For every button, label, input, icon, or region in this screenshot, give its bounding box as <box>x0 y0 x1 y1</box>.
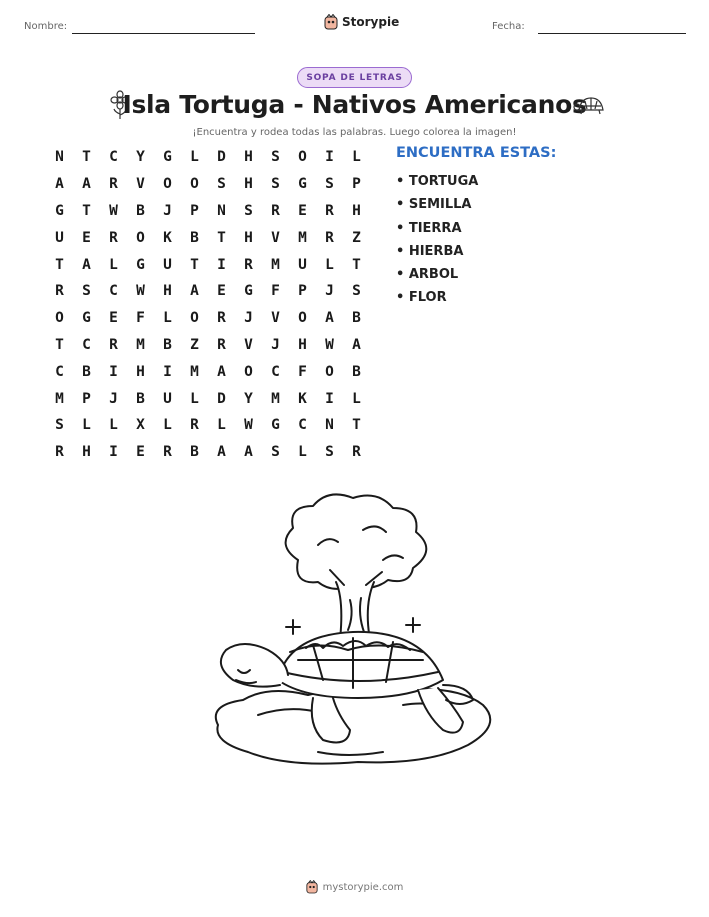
grid-letter[interactable]: E <box>109 310 118 327</box>
grid-letter[interactable]: M <box>136 336 145 353</box>
grid-letter[interactable]: S <box>271 444 280 461</box>
grid-letter[interactable]: Y <box>136 149 145 166</box>
grid-letter[interactable]: O <box>298 310 307 327</box>
grid-letter[interactable]: S <box>271 149 280 166</box>
grid-letter[interactable]: A <box>82 256 91 273</box>
grid-letter[interactable]: N <box>217 202 226 219</box>
grid-letter[interactable]: T <box>82 149 91 166</box>
grid-letter[interactable]: J <box>271 336 280 353</box>
grid-letter[interactable]: O <box>163 176 172 193</box>
grid-letter[interactable]: G <box>244 283 253 300</box>
grid-letter[interactable]: U <box>55 229 64 246</box>
grid-letter[interactable]: R <box>55 444 64 461</box>
grid-letter[interactable]: A <box>217 444 226 461</box>
grid-letter[interactable]: H <box>244 176 253 193</box>
word-list <box>396 170 478 310</box>
grid-letter[interactable]: J <box>244 310 253 327</box>
grid-letter[interactable]: B <box>352 310 361 327</box>
grid-letter[interactable]: R <box>109 176 118 193</box>
turtle-tree-illustration <box>198 490 508 790</box>
grid-letter[interactable]: V <box>244 336 253 353</box>
grid-letter[interactable]: L <box>217 417 226 434</box>
grid-letter[interactable]: G <box>55 202 64 219</box>
word-list-item: • TORTUGA <box>396 174 479 189</box>
grid-letter[interactable]: R <box>109 336 118 353</box>
grid-letter[interactable]: G <box>136 256 145 273</box>
grid-row <box>46 332 370 359</box>
grid-letter[interactable]: O <box>298 149 307 166</box>
grid-letter[interactable]: M <box>55 390 64 407</box>
grid-letter[interactable]: R <box>352 444 361 461</box>
grid-letter[interactable]: B <box>136 390 145 407</box>
grid-letter[interactable]: W <box>244 417 253 434</box>
grid-letter[interactable]: U <box>163 390 172 407</box>
grid-row <box>46 278 370 305</box>
grid-letter[interactable]: C <box>298 417 307 434</box>
grid-letter[interactable]: B <box>163 336 172 353</box>
grid-letter[interactable]: A <box>82 176 91 193</box>
grid-letter[interactable]: T <box>352 256 361 273</box>
grid-letter[interactable]: T <box>190 256 199 273</box>
grid-letter[interactable]: S <box>325 444 334 461</box>
storypie-footer-icon <box>306 880 318 894</box>
grid-letter[interactable]: D <box>217 149 226 166</box>
grid-letter[interactable]: M <box>271 390 280 407</box>
grid-letter[interactable]: P <box>298 283 307 300</box>
grid-letter[interactable]: A <box>325 310 334 327</box>
grid-letter[interactable]: J <box>325 283 334 300</box>
grid-letter[interactable]: O <box>190 176 199 193</box>
grid-letter[interactable]: S <box>217 176 226 193</box>
grid-letter[interactable]: I <box>217 256 226 273</box>
grid-letter[interactable]: J <box>109 390 118 407</box>
grid-letter[interactable]: R <box>325 202 334 219</box>
grid-letter[interactable]: B <box>190 229 199 246</box>
grid-letter[interactable]: U <box>163 256 172 273</box>
grid-letter[interactable]: R <box>55 283 64 300</box>
grid-letter[interactable]: C <box>271 363 280 380</box>
grid-letter[interactable]: K <box>163 229 172 246</box>
grid-row <box>46 144 370 171</box>
grid-letter[interactable]: W <box>136 283 145 300</box>
grid-row <box>46 305 370 332</box>
footer-url[interactable]: mystorypie.com <box>322 881 404 893</box>
grid-letter[interactable]: H <box>244 229 253 246</box>
grid-letter[interactable]: E <box>82 229 91 246</box>
grid-row <box>46 251 370 278</box>
grid-letter[interactable]: E <box>217 283 226 300</box>
name-field-line[interactable] <box>72 33 255 34</box>
grid-letter[interactable]: A <box>190 283 199 300</box>
date-field-line[interactable] <box>538 33 686 34</box>
grid-letter[interactable]: E <box>136 444 145 461</box>
grid-letter[interactable]: O <box>190 310 199 327</box>
grid-letter[interactable]: F <box>271 283 280 300</box>
grid-letter[interactable]: P <box>352 176 361 193</box>
date-label: Fecha: <box>492 21 525 32</box>
grid-letter[interactable]: B <box>190 444 199 461</box>
grid-row <box>46 224 370 251</box>
grid-letter[interactable]: M <box>298 229 307 246</box>
grid-letter[interactable]: R <box>217 310 226 327</box>
grid-letter[interactable]: L <box>325 256 334 273</box>
grid-letter[interactable]: M <box>271 256 280 273</box>
grid-letter[interactable]: A <box>244 444 253 461</box>
grid-letter[interactable]: S <box>82 283 91 300</box>
grid-letter[interactable]: C <box>109 149 118 166</box>
grid-letter[interactable]: R <box>217 336 226 353</box>
grid-letter[interactable]: R <box>163 444 172 461</box>
grid-letter[interactable]: W <box>325 336 334 353</box>
grid-letter[interactable]: T <box>217 229 226 246</box>
turtle-icon <box>573 95 607 117</box>
grid-letter[interactable]: H <box>136 363 145 380</box>
grid-letter[interactable]: H <box>163 283 172 300</box>
grid-letter[interactable]: G <box>163 149 172 166</box>
grid-letter[interactable]: G <box>82 310 91 327</box>
grid-letter[interactable]: L <box>82 417 91 434</box>
grid-letter[interactable]: C <box>82 336 91 353</box>
grid-letter[interactable]: R <box>271 202 280 219</box>
grid-letter[interactable]: B <box>136 202 145 219</box>
grid-letter[interactable]: V <box>271 229 280 246</box>
grid-row <box>46 171 370 198</box>
grid-letter[interactable]: H <box>82 444 91 461</box>
word-list-heading: ENCUENTRA ESTAS: <box>396 145 557 161</box>
grid-letter[interactable]: A <box>352 336 361 353</box>
grid-letter[interactable]: H <box>298 336 307 353</box>
grid-letter[interactable]: S <box>244 202 253 219</box>
name-label: Nombre: <box>24 21 68 32</box>
grid-letter[interactable]: C <box>109 283 118 300</box>
grid-letter[interactable]: L <box>163 417 172 434</box>
grid-letter[interactable]: P <box>82 390 91 407</box>
grid-letter[interactable]: T <box>55 256 64 273</box>
grid-letter[interactable]: T <box>55 336 64 353</box>
grid-letter[interactable]: F <box>136 310 145 327</box>
grid-letter[interactable]: I <box>109 444 118 461</box>
grid-letter[interactable]: I <box>325 390 334 407</box>
grid-letter[interactable]: R <box>244 256 253 273</box>
grid-letter[interactable]: U <box>298 256 307 273</box>
grid-letter[interactable]: O <box>244 363 253 380</box>
instructions: ¡Encuentra y rodea todas las palabras. Luego colorea la imagen! <box>192 127 517 138</box>
grid-letter[interactable]: D <box>217 390 226 407</box>
grid-letter[interactable]: Z <box>352 229 361 246</box>
word-list-item: • SEMILLA <box>396 197 472 213</box>
footer <box>0 880 709 894</box>
grid-letter[interactable]: T <box>352 417 361 434</box>
grid-letter[interactable]: L <box>109 256 118 273</box>
grid-letter[interactable]: F <box>298 363 307 380</box>
grid-letter[interactable]: G <box>298 176 307 193</box>
grid-letter[interactable]: S <box>352 283 361 300</box>
grid-letter[interactable]: A <box>217 363 226 380</box>
grid-letter[interactable]: L <box>109 417 118 434</box>
grid-letter[interactable]: O <box>325 363 334 380</box>
grid-letter[interactable]: L <box>352 149 361 166</box>
grid-letter[interactable]: L <box>163 310 172 327</box>
grid-row <box>46 385 370 412</box>
grid-letter[interactable]: R <box>325 229 334 246</box>
activity-badge: SOPA DE LETRAS <box>297 67 412 88</box>
grid-letter[interactable]: G <box>271 417 280 434</box>
grid-letter[interactable]: V <box>136 176 145 193</box>
grid-row <box>46 358 370 385</box>
grid-letter[interactable]: L <box>190 149 199 166</box>
grid-letter[interactable]: S <box>55 417 64 434</box>
grid-letter[interactable]: T <box>82 202 91 219</box>
word-list-item: • HIERBA <box>396 243 464 259</box>
grid-letter[interactable]: N <box>55 149 64 166</box>
word-search-grid <box>46 144 370 466</box>
grid-letter[interactable]: O <box>136 229 145 246</box>
grid-letter[interactable]: S <box>271 176 280 193</box>
grid-letter[interactable]: N <box>325 417 334 434</box>
grid-letter[interactable]: K <box>298 390 307 407</box>
grid-letter[interactable]: A <box>55 176 64 193</box>
grid-letter[interactable]: Z <box>190 336 199 353</box>
grid-letter[interactable]: H <box>244 149 253 166</box>
grid-letter[interactable]: V <box>271 310 280 327</box>
grid-letter[interactable]: I <box>163 363 172 380</box>
grid-letter[interactable]: X <box>136 417 145 434</box>
grid-letter[interactable]: S <box>325 176 334 193</box>
grid-letter[interactable]: R <box>109 229 118 246</box>
grid-letter[interactable]: R <box>190 417 199 434</box>
page-title: Isla Tortuga - Nativos Americanos <box>122 90 587 119</box>
grid-letter[interactable]: L <box>298 444 307 461</box>
grid-letter[interactable]: J <box>163 202 172 219</box>
grid-letter[interactable]: Y <box>244 390 253 407</box>
brand-name: Storypie <box>342 15 400 29</box>
grid-letter[interactable]: B <box>352 363 361 380</box>
grid-letter[interactable]: B <box>82 363 91 380</box>
word-list-item: • FLOR <box>396 290 447 306</box>
grid-letter[interactable]: H <box>352 202 361 219</box>
grid-letter[interactable]: W <box>109 202 118 219</box>
grid-letter[interactable]: M <box>190 363 199 380</box>
word-list-item: • ARBOL <box>396 267 459 283</box>
grid-letter[interactable]: L <box>190 390 199 407</box>
grid-row <box>46 439 370 466</box>
grid-row <box>46 198 370 225</box>
brand-logo <box>324 14 399 30</box>
grid-row <box>46 412 370 439</box>
grid-letter[interactable]: C <box>55 363 64 380</box>
grid-letter[interactable]: I <box>109 363 118 380</box>
grid-letter[interactable]: P <box>190 202 199 219</box>
word-list-item: • TIERRA <box>396 220 462 236</box>
grid-letter[interactable]: L <box>352 390 361 407</box>
grid-letter[interactable]: O <box>55 310 64 327</box>
grid-letter[interactable]: I <box>325 149 334 166</box>
grid-letter[interactable]: E <box>298 202 307 219</box>
storypie-logo-icon <box>324 14 338 30</box>
